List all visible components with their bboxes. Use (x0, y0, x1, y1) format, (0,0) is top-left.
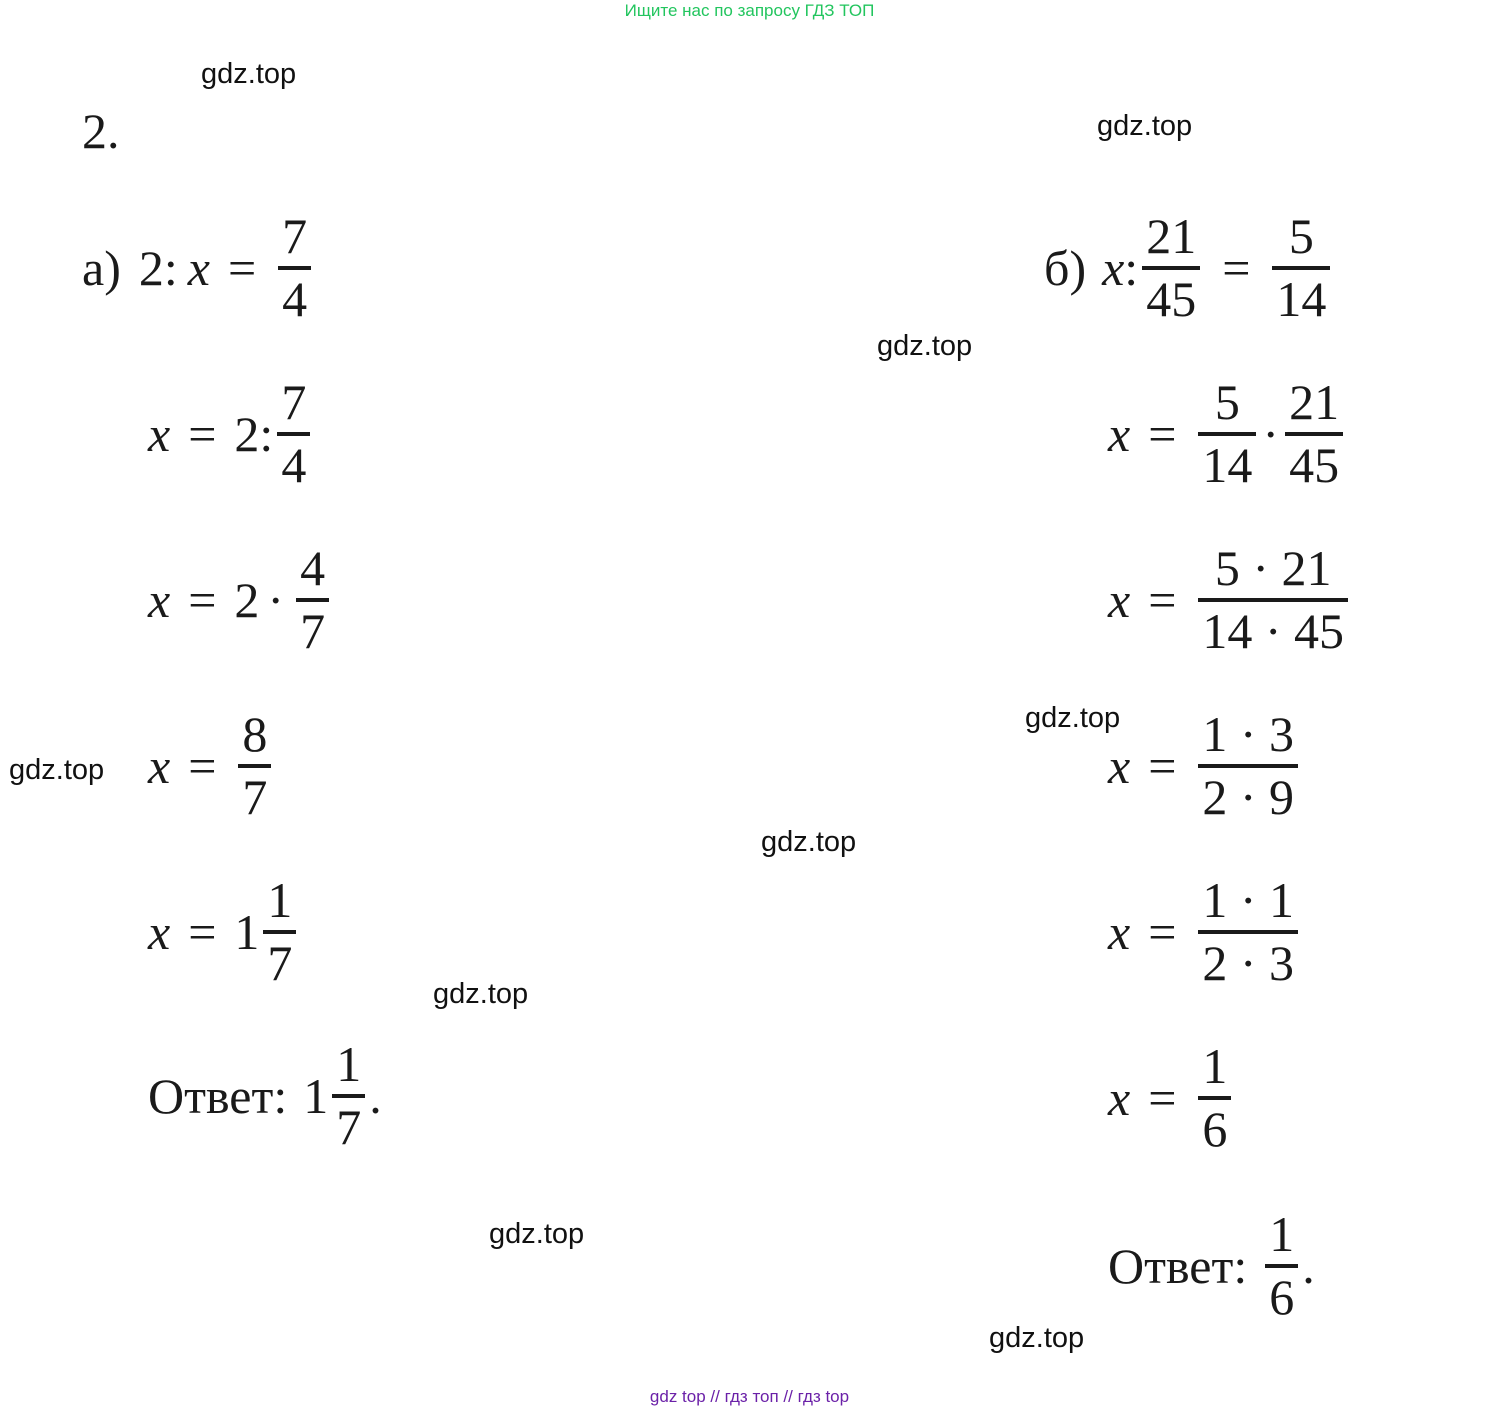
equals-sign: = (1148, 1070, 1177, 1126)
part-a-equation-1 (82, 198, 315, 338)
part-a-equation-2 (148, 364, 314, 504)
equals-sign: = (1148, 406, 1177, 462)
fraction (1198, 373, 1256, 495)
watermark: gdz.top (877, 330, 973, 362)
numerator: 7 (282, 208, 308, 264)
watermark: gdz.top (201, 58, 297, 90)
answer-label: Ответ: (1108, 1238, 1248, 1294)
part-b-equation-5 (1108, 862, 1302, 1002)
search-banner[interactable]: Ищите нас по запросу ГДЗ ТОП (624, 1, 875, 20)
numerator: 5 (1214, 374, 1240, 430)
equals-sign: = (1148, 572, 1177, 628)
numerator: 5 (1288, 208, 1314, 264)
variable-x: x (148, 572, 171, 628)
period: . (1302, 1238, 1315, 1294)
numerator: 1 (1202, 1038, 1228, 1094)
multiply-dot: · (267, 572, 285, 628)
watermark: gdz.top (989, 1322, 1085, 1354)
equals-sign: = (227, 240, 257, 296)
fraction (1142, 207, 1200, 329)
colon: : (1124, 240, 1139, 296)
denominator: 14 · 45 (1202, 603, 1345, 659)
numerator: 21 (1289, 374, 1340, 430)
task-number: 2. (82, 103, 120, 159)
numerator: 1 (1269, 1206, 1295, 1262)
watermark: gdz.top (433, 978, 529, 1010)
dividend: 2: (234, 406, 274, 462)
denominator: 4 (281, 437, 307, 493)
fraction (1285, 373, 1343, 495)
denominator: 7 (336, 1099, 362, 1155)
denominator: 14 (1276, 271, 1327, 327)
denominator: 7 (300, 603, 326, 659)
variable-x: x (148, 904, 171, 960)
part-b-equation-1 (1044, 198, 1334, 338)
equals-sign: = (1222, 240, 1251, 296)
fraction (296, 539, 329, 661)
denominator: 14 (1202, 437, 1253, 493)
fraction (263, 871, 296, 993)
denominator: 45 (1289, 437, 1340, 493)
variable-x: x (187, 240, 210, 296)
numerator: 7 (281, 374, 307, 430)
equals-sign: = (188, 904, 217, 960)
part-a-equation-5 (148, 862, 300, 1002)
part-b-answer (1108, 1196, 1315, 1336)
fraction (1198, 539, 1348, 661)
factor: 2 (234, 572, 260, 628)
watermark: gdz.top (1025, 702, 1121, 734)
part-b-label: б) (1044, 240, 1087, 296)
part-a-answer (148, 1026, 382, 1166)
denominator: 2 · 3 (1202, 935, 1295, 991)
equals-sign: = (188, 572, 217, 628)
variable-x: x (1102, 240, 1125, 296)
part-a-equation-4 (148, 696, 275, 836)
variable-x: x (148, 406, 171, 462)
equals-sign: = (1148, 738, 1177, 794)
part-b-equation-3 (1108, 530, 1352, 670)
numerator: 4 (300, 540, 326, 596)
whole-part: 1 (303, 1068, 329, 1124)
part-b-equation-2 (1108, 364, 1347, 504)
variable-x: x (1108, 406, 1131, 462)
numerator: 1 (267, 872, 293, 928)
denominator: 2 · 9 (1202, 769, 1295, 825)
variable-x: x (1108, 738, 1131, 794)
denominator: 6 (1269, 1269, 1295, 1325)
variable-x: x (148, 738, 171, 794)
part-b-equation-4 (1108, 696, 1302, 836)
watermark: gdz.top (489, 1218, 585, 1250)
numerator: 5 · 21 (1214, 540, 1332, 596)
watermark: gdz.top (9, 754, 105, 786)
watermark: gdz.top (761, 826, 857, 858)
numerator: 1 (336, 1036, 362, 1092)
fraction (238, 705, 271, 827)
numerator: 1 · 3 (1202, 706, 1295, 762)
period: . (369, 1068, 382, 1124)
equals-sign: = (188, 406, 217, 462)
denominator: 7 (267, 935, 293, 991)
equals-sign: = (188, 738, 217, 794)
variable-x: x (1108, 1070, 1131, 1126)
fraction (1198, 1037, 1231, 1159)
variable-x: x (1108, 904, 1131, 960)
denominator: 4 (282, 271, 308, 327)
numerator: 1 · 1 (1202, 872, 1295, 928)
variable-x: x (1108, 572, 1131, 628)
numerator: 21 (1146, 208, 1197, 264)
numerator: 8 (242, 706, 268, 762)
multiply-dot: · (1262, 406, 1280, 462)
denominator: 7 (242, 769, 268, 825)
fraction (332, 1035, 365, 1157)
fraction (278, 207, 311, 329)
part-b-equation-6 (1108, 1028, 1235, 1168)
fraction (1265, 1205, 1298, 1327)
dividend: 2: (138, 240, 178, 296)
fraction (277, 373, 310, 495)
watermark: gdz.top (1097, 110, 1193, 142)
equals-sign: = (1148, 904, 1177, 960)
fraction (1198, 871, 1298, 993)
part-a-label: а) (82, 240, 121, 296)
denominator: 45 (1146, 271, 1197, 327)
whole-part: 1 (234, 904, 260, 960)
answer-label: Ответ: (148, 1068, 288, 1124)
part-a-equation-3 (148, 530, 333, 670)
denominator: 6 (1202, 1101, 1228, 1157)
footer-links[interactable]: gdz top // гдз топ // гдз top (649, 1387, 850, 1406)
fraction (1198, 705, 1298, 827)
fraction (1272, 207, 1330, 329)
